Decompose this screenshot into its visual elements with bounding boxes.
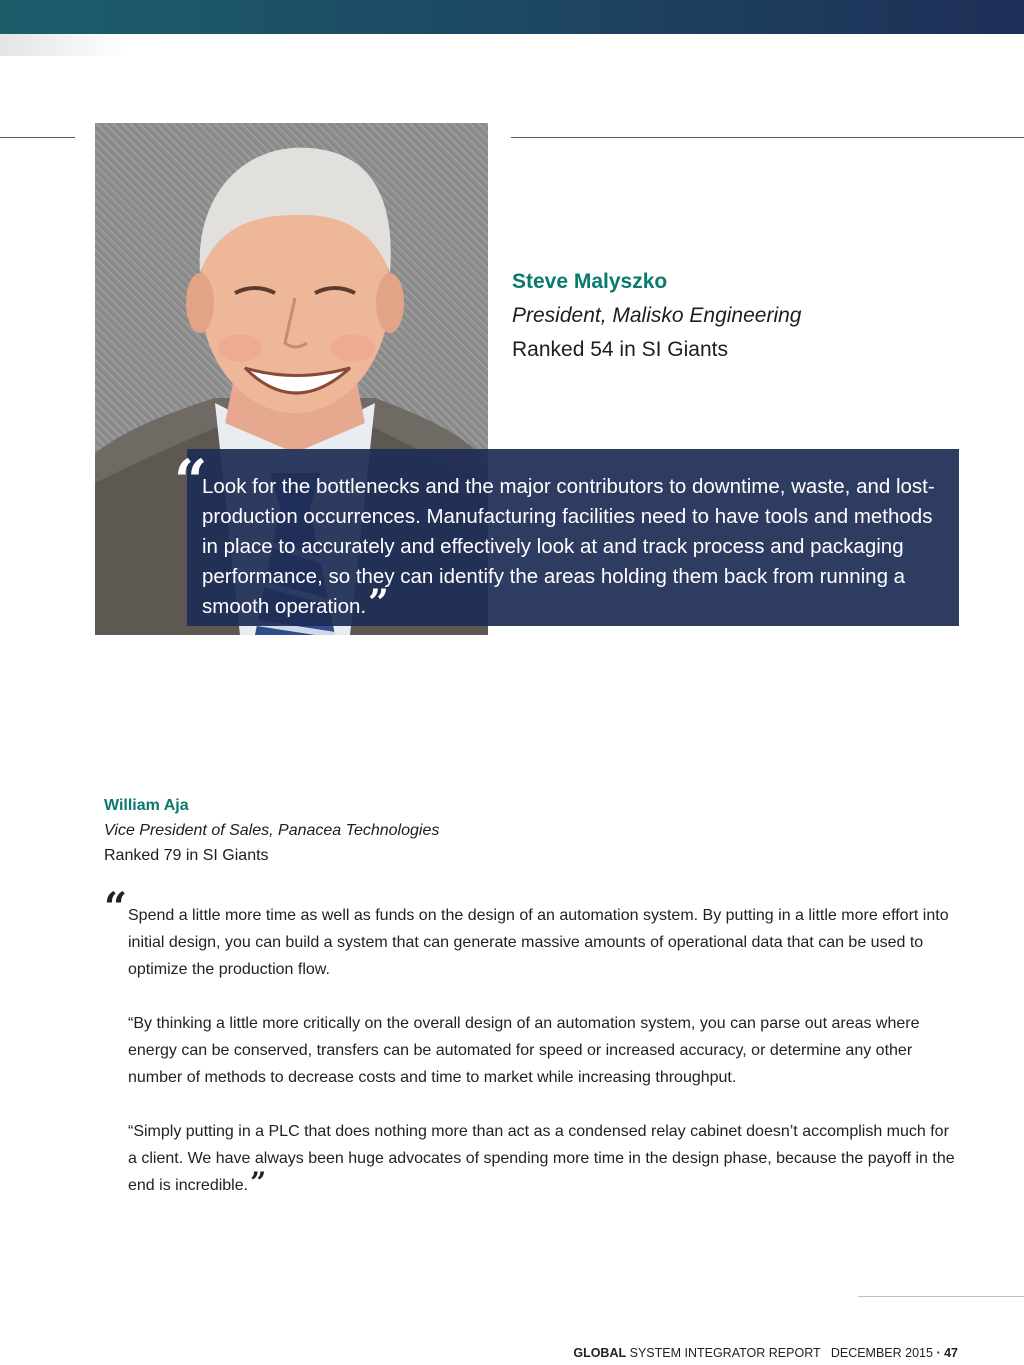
quote-paragraph xyxy=(128,1118,960,1199)
quote-paragraph-text: “Simply putting in a PLC that does nothing more than act as a condensed relay cabinet doesn’t accomplish much for a client. We have always been huge advocates of spending more time in the design phase, because the payoff in the end is incredible. xyxy=(128,1123,955,1194)
page-footer xyxy=(573,1346,958,1360)
quote-paragraph: “By thinking a little more critically on the overall design of an automation system, you can parse out areas where energy can be conserved, transfers can be automated for speed or increased accuracy, or determine any other number of methods to decrease costs and time to market while increasing throughput. xyxy=(128,1015,920,1086)
divider-right xyxy=(511,137,1024,138)
close-quote-icon: ” xyxy=(250,1166,267,1199)
pull-quote-text: Look for the bottlenecks and the major contributors to downtime, waste, and lost-production occurrences. Manufacturing facilities need to have tools and methods in place to accurately and effectively look at and track process and packaging performance, so they can identify the areas holding them back from running a smooth operation. xyxy=(202,475,935,618)
banner-shadow xyxy=(0,34,130,56)
profile-steve xyxy=(512,270,802,362)
footer-brand-mid: SYSTEM INTEGRATOR xyxy=(629,1346,766,1360)
top-banner xyxy=(0,0,1024,34)
person-name: William Aja xyxy=(104,797,189,814)
person-title: Vice President of Sales, Panacea Technologies xyxy=(104,822,440,839)
footer-separator: · xyxy=(936,1346,941,1360)
quote-body xyxy=(128,902,960,1226)
profile-william xyxy=(104,797,439,865)
divider-left xyxy=(0,137,75,138)
person-rank: Ranked 79 in SI Giants xyxy=(104,847,269,864)
person-name: Steve Malyszko xyxy=(512,270,668,293)
open-quote-icon: “ xyxy=(104,884,128,931)
close-quote-icon: ” xyxy=(368,582,389,624)
footer-brand-bold: GLOBAL xyxy=(573,1346,627,1360)
person-rank: Ranked 54 in SI Giants xyxy=(512,338,728,361)
footer-brand-light: REPORT xyxy=(768,1346,821,1360)
quote-paragraph: Spend a little more time as well as funds on the design of an automation system. By putting in a little more effort into initial design, you can build a system that can generate massive amounts of operational data that can be used to optimize the production flow. xyxy=(128,907,949,978)
pull-quote xyxy=(202,472,947,622)
open-quote-icon: “ xyxy=(174,447,208,515)
footer-divider xyxy=(858,1296,1024,1297)
footer-issue: DECEMBER 2015 xyxy=(830,1346,933,1360)
person-title: President, Malisko Engineering xyxy=(512,304,802,327)
page-number: 47 xyxy=(944,1346,958,1360)
